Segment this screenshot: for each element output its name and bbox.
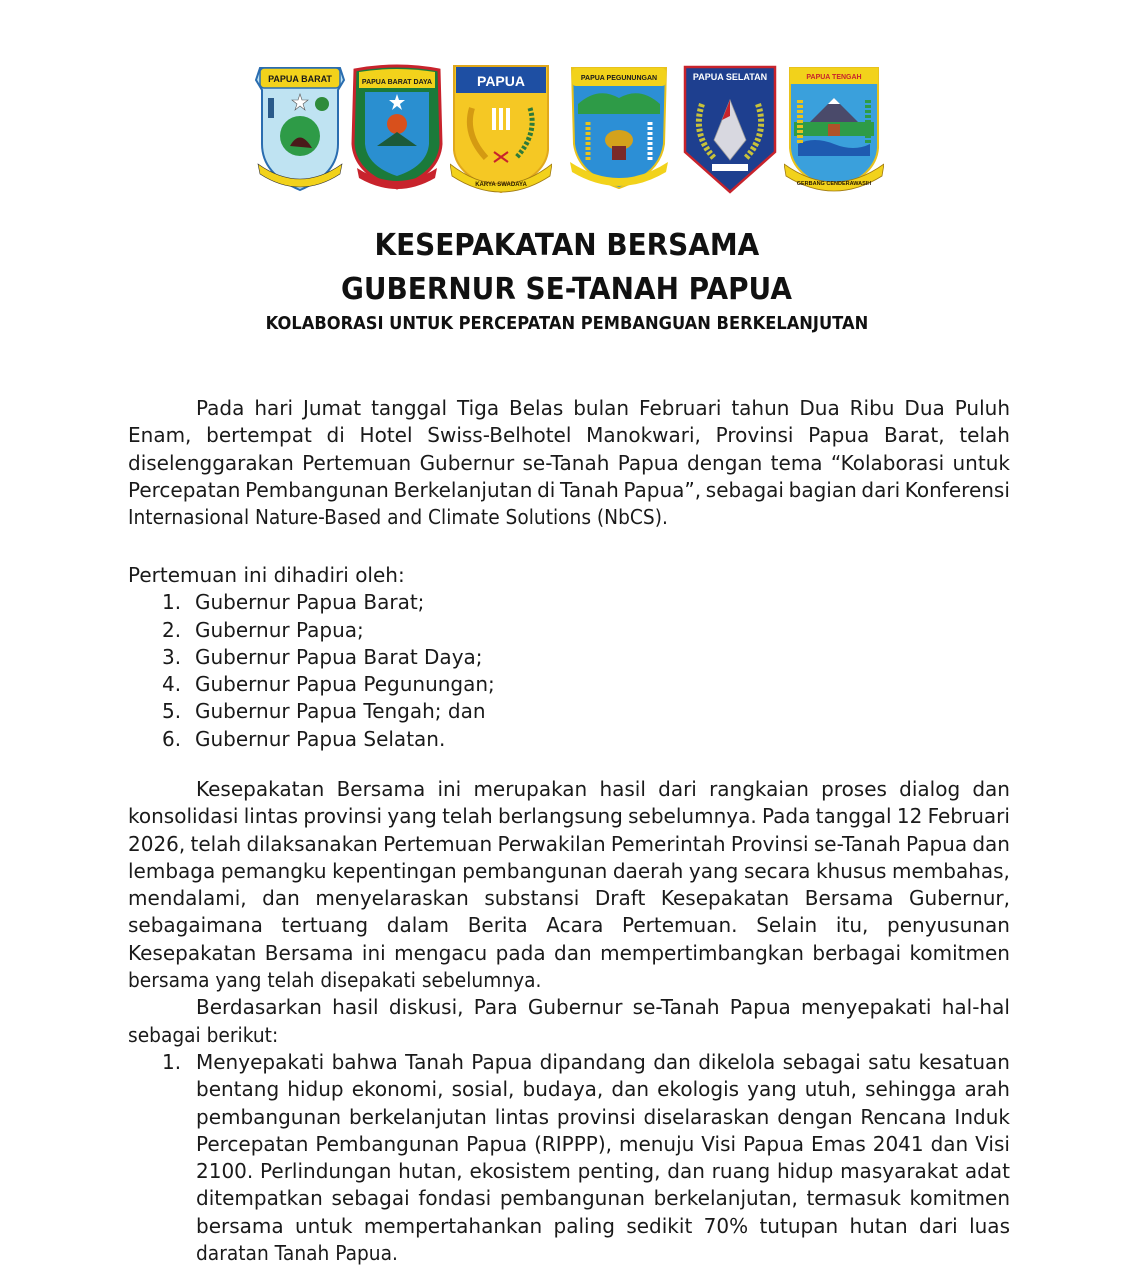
word: (RIPPP),	[534, 1131, 613, 1156]
agreement-number: 1.	[162, 1050, 182, 1074]
word: Pemerintah	[610, 831, 726, 856]
word: Pada	[196, 396, 245, 420]
word: Percepatan	[196, 1131, 309, 1156]
word: lintas	[494, 1104, 550, 1129]
word: se-Tanah	[632, 995, 720, 1020]
logo-papua-barat-daya-label: PAPUA BARAT DAYA	[361, 79, 433, 86]
word: mendalami,	[128, 886, 247, 911]
word: Dua	[904, 396, 945, 420]
word: Februari	[639, 396, 722, 420]
word: dari	[861, 477, 901, 502]
logo-papua-selatan-label: PAPUA SELATAN	[692, 72, 768, 82]
logo-papua-barat	[254, 64, 346, 196]
word: diselaraskan	[643, 1104, 770, 1129]
paragraph-line	[128, 831, 1010, 858]
word: hidup	[776, 1159, 834, 1184]
word: tanggal	[371, 396, 448, 420]
word: Pembangunan	[245, 477, 389, 502]
word: penting,	[577, 1159, 661, 1184]
paragraph-line	[128, 912, 1010, 939]
word: menyelaraskan	[315, 886, 469, 911]
word: berlangsung	[498, 804, 623, 829]
word: Papua	[743, 1131, 805, 1156]
paragraph-line: bersama yang telah disepakati sebelumnya.	[128, 968, 542, 993]
word: dipandang	[539, 1050, 646, 1074]
word: substansi	[484, 886, 580, 911]
word: pembangunan	[196, 1104, 342, 1129]
word: proses	[821, 777, 887, 801]
word: Ribu	[849, 396, 895, 420]
logo-papua-pegunungan	[568, 64, 670, 196]
word: tertuang	[281, 913, 369, 938]
document-title-line1: KESEPAKATAN BERSAMA	[374, 228, 759, 263]
word: mengacu	[394, 940, 488, 965]
word: sebagai	[331, 1186, 410, 1211]
word: untuk	[295, 1213, 353, 1238]
word: dan	[667, 1159, 705, 1184]
paragraph-line	[128, 994, 1010, 1021]
word: telah	[190, 831, 242, 856]
agreement-line	[196, 1131, 1010, 1158]
word: bahwa	[331, 1050, 398, 1074]
word: Tanah	[559, 477, 619, 502]
word: adat	[964, 1159, 1010, 1184]
attendance-intro: Pertemuan ini dihadiri oleh:	[128, 563, 405, 587]
attendee-item: 4. Gubernur Papua Pegunungan;	[162, 672, 495, 697]
word: se-Tanah	[522, 450, 610, 475]
word: hutan,	[398, 1159, 463, 1184]
agreement-line	[196, 1185, 1010, 1212]
word: dikelola	[698, 1050, 776, 1074]
word: dalam	[386, 913, 449, 938]
word: Provinsi	[715, 423, 794, 448]
word: ekonomi,	[351, 1077, 444, 1102]
word: sosial,	[451, 1077, 515, 1102]
word: yang	[688, 858, 739, 883]
word: ini	[361, 940, 386, 965]
word: Papua	[729, 995, 791, 1020]
word: Induk	[954, 1104, 1010, 1129]
word: Papua	[906, 831, 968, 856]
agreement-line	[196, 1104, 1010, 1131]
word: lintas	[243, 804, 299, 829]
word: hidup	[287, 1077, 344, 1102]
attendee-item: 3. Gubernur Papua Barat Daya;	[162, 644, 483, 669]
attendee-item: 5. Gubernur Papua Tengah; dan	[162, 699, 486, 724]
paragraph-line	[128, 395, 1010, 422]
word: Februari	[927, 804, 1010, 829]
logo-papua-barat-daya	[347, 64, 447, 196]
word: secara	[743, 858, 811, 883]
document-title-line2: GUBERNUR SE-TANAH PAPUA	[341, 272, 792, 307]
word: ruang	[711, 1159, 771, 1184]
word: Papua	[466, 1131, 528, 1156]
logo-papua-selatan	[682, 64, 778, 196]
paragraph-line	[128, 885, 1010, 912]
paragraph-line	[128, 450, 1010, 477]
word: bulan	[573, 396, 630, 420]
word: dan	[972, 831, 1010, 856]
word: dari	[918, 1213, 958, 1238]
word: berkelanjutan	[348, 1104, 487, 1129]
word: dan	[554, 940, 592, 965]
word: pada	[495, 940, 546, 965]
word: dilaksanakan	[246, 831, 378, 856]
word: khusus	[815, 858, 887, 883]
word: termasuk	[806, 1186, 901, 1211]
word: dengan	[777, 1104, 853, 1129]
word: Provinsi	[730, 831, 809, 856]
word: mempertimbangkan	[600, 940, 804, 965]
agreement-line: daratan Tanah Papua.	[196, 1241, 398, 1266]
paragraph-line	[128, 940, 1010, 967]
background-paragraph	[128, 776, 1010, 1049]
word: Pada	[761, 804, 811, 829]
agreement-line	[196, 1076, 1010, 1103]
agreement-line	[196, 1049, 1010, 1076]
word: sebagai	[782, 1050, 861, 1074]
opening-paragraph	[128, 395, 1010, 531]
word: dan	[930, 1131, 969, 1156]
word: tahun	[731, 396, 790, 420]
word: hasil	[599, 777, 646, 801]
word: satu	[868, 1050, 912, 1074]
word: dan	[972, 777, 1010, 801]
word: Draft	[594, 886, 646, 911]
word: ekologis	[657, 1077, 740, 1102]
word: pembangunan	[462, 858, 608, 883]
paragraph-line	[128, 858, 1010, 885]
word: yang	[387, 804, 437, 829]
agreement-line	[196, 1158, 1010, 1185]
word: diskusi,	[388, 995, 464, 1020]
word: sebagai	[705, 477, 784, 502]
logo-papua-pegunungan-label: PAPUA PEGUNUNGAN	[580, 75, 658, 82]
word: di	[537, 477, 556, 502]
paragraph-line: sebagai berikut:	[128, 1022, 279, 1047]
word: bagian	[788, 477, 857, 502]
word: hutan	[849, 1213, 908, 1238]
word: di	[326, 423, 345, 448]
agreement-text	[196, 1049, 1010, 1267]
word: luas	[969, 1213, 1010, 1238]
word: Percepatan	[128, 477, 241, 502]
word: Pembangunan	[315, 1131, 460, 1156]
word: Gubernur	[419, 450, 515, 475]
word: Puluh	[954, 396, 1010, 420]
logo-papua-motto: KARYA SWADAYA	[475, 182, 527, 188]
paragraph-line	[128, 803, 1010, 830]
attendance-section	[128, 562, 1010, 753]
word: dan	[611, 1077, 650, 1102]
word: dan	[653, 1050, 691, 1074]
word: menyepakati	[801, 995, 932, 1020]
word: dengan	[687, 450, 763, 475]
word: diselenggarakan	[128, 450, 294, 475]
word: provinsi	[303, 804, 383, 829]
paragraph-line: Internasional Nature-Based and Climate Solutions (NbCS).	[128, 505, 668, 530]
word: Bersama	[264, 940, 354, 965]
word: berkelanjutan,	[653, 1186, 798, 1211]
word: hal-hal	[941, 995, 1010, 1020]
word: Papua	[808, 423, 870, 448]
logo-papua-tengah-motto: GERBANG CENDERAWASIH	[796, 181, 872, 187]
word: Bersama	[336, 777, 426, 801]
word: Visi	[975, 1131, 1010, 1156]
word: Visi	[701, 1131, 737, 1156]
word: Enam,	[128, 423, 192, 448]
word: yang	[747, 1077, 797, 1102]
word: ini	[437, 777, 462, 801]
word: Pertemuan.	[622, 913, 738, 938]
word: sehingga	[865, 1077, 957, 1102]
word: Emas	[810, 1131, 866, 1156]
word: membahas,	[891, 858, 1010, 883]
word: kepentingan	[332, 858, 457, 883]
word: mempertahankan	[363, 1213, 543, 1238]
word: Kesepakatan	[196, 777, 325, 801]
word: Kesepakatan	[660, 886, 790, 911]
word: Papua	[617, 450, 679, 475]
word: provinsi	[556, 1104, 636, 1129]
word: 2100.	[196, 1159, 254, 1184]
word: ditempatkan	[196, 1186, 323, 1211]
word: Dua	[799, 396, 840, 420]
word: menuju	[618, 1131, 695, 1156]
word: tanggal	[815, 804, 892, 829]
word: dari	[658, 777, 697, 801]
word: telah	[959, 423, 1010, 448]
word: ekosistem	[469, 1159, 571, 1184]
word: 2026,	[128, 831, 186, 856]
word: Pertemuan	[383, 831, 493, 856]
word: Konferensi	[904, 477, 1010, 502]
word: Para	[473, 995, 518, 1020]
word: penyusunan	[887, 913, 1010, 938]
logo-papua-label: PAPUA	[477, 73, 525, 89]
word: Papua”,	[623, 477, 702, 502]
word: Swiss-Belhotel	[427, 423, 572, 448]
word: Jumat	[302, 396, 362, 420]
word: hasil	[332, 995, 379, 1020]
word: masyarakat	[840, 1159, 959, 1184]
word: dialog	[899, 777, 961, 801]
word: lembaga	[128, 858, 216, 883]
word: rangkaian	[709, 777, 809, 801]
word: hari	[254, 396, 294, 420]
word: 12	[896, 804, 923, 829]
paragraph-line	[128, 477, 1010, 504]
word: Pertemuan	[302, 450, 412, 475]
word: pemangku	[220, 858, 327, 883]
word: itu,	[835, 913, 869, 938]
word: 70%	[703, 1213, 749, 1238]
word: “Kolaborasi	[830, 450, 945, 475]
provincial-logos	[254, 64, 884, 204]
word: Tanah	[405, 1050, 464, 1074]
word: telah	[442, 804, 493, 829]
document-subtitle: KOLABORASI UNTUK PERCEPATAN PEMBANGUAN BERKELANJUTAN	[265, 314, 868, 334]
attendee-item: 1. Gubernur Papua Barat;	[162, 590, 425, 615]
word: Perwakilan	[497, 831, 606, 856]
word: konsolidasi	[128, 804, 239, 829]
word: komitmen	[909, 1186, 1010, 1211]
word: komitmen	[909, 940, 1010, 965]
word: Hotel	[359, 423, 413, 448]
word: Tiga	[456, 396, 500, 420]
word: Barat,	[883, 423, 945, 448]
word: bertempat	[206, 423, 312, 448]
word: Bersama	[804, 886, 894, 911]
word: dan	[262, 886, 300, 911]
word: Gubernur	[527, 995, 623, 1020]
word: Berita	[467, 913, 528, 938]
logo-papua-tengah	[784, 64, 884, 198]
paragraph-line	[128, 422, 1010, 449]
word: se-Tanah	[813, 831, 901, 856]
word: Gubernur,	[909, 886, 1010, 911]
word: berbagai	[812, 940, 902, 965]
word: Kesepakatan	[128, 940, 257, 965]
logo-papua	[450, 64, 552, 198]
word: tutupan	[759, 1213, 839, 1238]
word: utuh,	[804, 1077, 857, 1102]
word: bersama	[196, 1213, 284, 1238]
word: Acara	[546, 913, 604, 938]
word: Menyepakati	[196, 1050, 325, 1074]
agreement-line	[196, 1213, 1010, 1240]
word: Berdasarkan	[196, 995, 322, 1020]
word: budaya,	[522, 1077, 604, 1102]
word: Perlindungan	[260, 1159, 392, 1184]
word: Papua	[471, 1050, 533, 1074]
word: Belas	[509, 396, 564, 420]
word: sebagaimana	[128, 913, 263, 938]
word: fondasi	[418, 1186, 492, 1211]
word: Manokwari,	[586, 423, 701, 448]
word: pembangunan	[499, 1186, 645, 1211]
paragraph-line	[128, 776, 1010, 803]
word: merupakan	[473, 777, 588, 801]
word: 2041	[872, 1131, 924, 1156]
word: sebelumnya.	[628, 804, 757, 829]
attendee-item: 6. Gubernur Papua Selatan.	[162, 726, 446, 751]
logo-papua-barat-label: PAPUA BARAT	[268, 74, 332, 84]
word: tema	[770, 450, 823, 475]
word: bentang	[196, 1077, 280, 1102]
word: kesatuan	[918, 1050, 1010, 1074]
word: Selain	[756, 913, 818, 938]
word: arah	[964, 1077, 1010, 1102]
word: Rencana	[860, 1104, 947, 1129]
word: Berkelanjutan	[393, 477, 533, 502]
word: sedikit	[626, 1213, 693, 1238]
word: daerah	[612, 858, 684, 883]
logo-papua-tengah-label: PAPUA TENGAH	[806, 74, 862, 81]
word: paling	[553, 1213, 615, 1238]
attendee-item: 2. Gubernur Papua;	[162, 617, 364, 642]
word: untuk	[952, 450, 1010, 475]
